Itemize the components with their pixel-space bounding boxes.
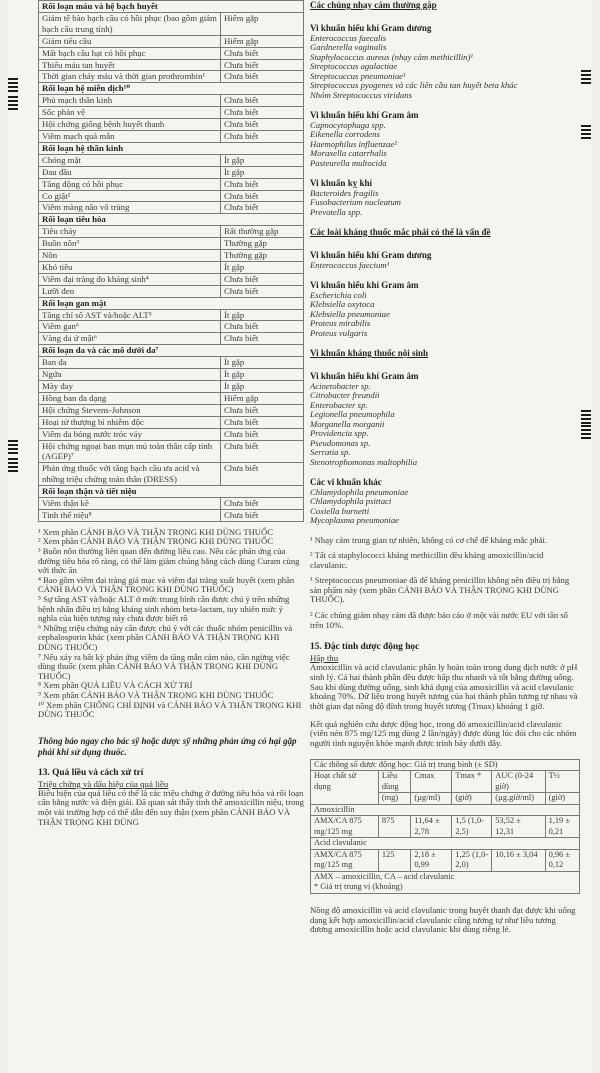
- barcode-bar: [581, 125, 591, 127]
- pk-unit-dose: (mg): [378, 793, 411, 805]
- table-row: [39, 130, 304, 142]
- organism-name: Nhóm Streptococcus viridans: [310, 89, 412, 100]
- reaction-frequency: Chưa biết: [221, 509, 304, 521]
- pk-col-t12: T½: [545, 771, 579, 793]
- table-section-header: [39, 345, 304, 357]
- reaction-frequency: Chưa biết: [221, 404, 304, 416]
- adverse-reactions-table: [38, 0, 304, 522]
- organism-name: Klebsiella pneumoniae: [310, 308, 390, 319]
- sensitive-species-title: Các chủng nhạy cảm thường gặp: [310, 0, 437, 10]
- organism-name: Eikenella corrodens: [310, 129, 380, 139]
- pk-cell: 10,16 ± 3,04: [492, 849, 545, 871]
- reaction-label: Lưỡi đen: [39, 285, 221, 297]
- barcode-bar: [8, 96, 18, 98]
- overdose-text: Biểu hiện của quá liều có thể là các triệu chứng ở đường tiêu hóa và rối loạn cân bằng nước và điện giải. Đã quan sát thấy tinh thể amoxicillin niệu, trong một vài trường hợp có thể dẫn đến suy thận (xem phần CẢNH BÁO VÀ THẬN TRỌNG KHI DÙNG: [38, 787, 304, 827]
- section-label: Rối loạn tiêu hóa: [39, 214, 304, 226]
- organism-name: Enterococcus faecalis: [310, 32, 387, 43]
- table-section-header: [39, 297, 304, 309]
- reaction-label: Hoại tử thượng bì nhiễm độc: [39, 416, 221, 428]
- reaction-frequency: Ít gặp: [221, 381, 304, 393]
- pk-parameters-table: [310, 759, 580, 894]
- group-title: Vi khuẩn hiếu khí Gram âm: [310, 371, 419, 381]
- table-row: [311, 816, 580, 838]
- table-row: [39, 154, 304, 166]
- barcode-bar: [581, 137, 591, 139]
- organism-name: Streptococcus pyogenes và các liên cầu tan huyết beta khác: [310, 80, 518, 90]
- reaction-label: Viêm màng não vô trùng: [39, 202, 221, 214]
- organism-name: Coxiella burnetti: [310, 505, 370, 516]
- organism-group: [310, 280, 578, 338]
- reaction-label: Viêm đại tràng do kháng sinh⁴: [39, 273, 221, 285]
- pk-table-footer: [311, 871, 580, 893]
- barcode-bar: [581, 70, 591, 72]
- reaction-frequency: Thường gặp: [221, 250, 304, 262]
- section-label: Rối loạn hệ miễn dịch¹⁰: [39, 83, 304, 95]
- organism-name: Pseudomonas sp.: [310, 437, 371, 448]
- reaction-label: Viêm mạch quá mẫn: [39, 130, 221, 142]
- package-insert-page: [8, 0, 592, 1073]
- footnote: ¹ Streptococcus pneumoniae đã để kháng penicillin không nên điều trị bằng sản phẩm này (xem phần CẢNH BÁO VÀ THẬN TRỌNG KHI DÙNG THUỐC).: [310, 575, 570, 605]
- pk-cell: 1,19 ± 0,21: [545, 816, 579, 838]
- reaction-frequency: Chưa biết: [221, 416, 304, 428]
- barcode-bar: [581, 410, 591, 412]
- organism-name: Fusobacterium nucleatum: [310, 197, 401, 207]
- organism-name: Stenotrophomonas maltophilia: [310, 456, 418, 467]
- barcode-bar: [581, 425, 591, 427]
- reaction-frequency: Chưa biết: [221, 178, 304, 190]
- organism-name: Legionella pneumophila: [310, 409, 395, 419]
- organism-group: [310, 110, 578, 168]
- pk-heading: 15. Đặc tính dược động học: [310, 642, 420, 653]
- reaction-label: Tăng động có hồi phục: [39, 178, 221, 190]
- table-row: [39, 12, 304, 35]
- reaction-frequency: Ít gặp: [221, 357, 304, 369]
- table-row: [39, 95, 304, 107]
- table-row: [39, 381, 304, 393]
- reaction-label: Nôn: [39, 250, 221, 262]
- reaction-frequency: Rất thường gặp: [221, 226, 304, 238]
- left-edge-barcode: [8, 0, 19, 1073]
- right-edge-barcode: [581, 0, 592, 1073]
- reaction-frequency: Chưa biết: [221, 71, 304, 83]
- pk-cell: 875: [378, 816, 411, 838]
- organism-name: Staphylococcus aureus (nhạy cảm methicillin)¹: [310, 51, 473, 62]
- pk-footer-median: * Giá trị trung vị (khoảng): [314, 882, 403, 892]
- organism-group: [310, 23, 578, 100]
- table-row: [39, 71, 304, 83]
- table-section-header: [39, 214, 304, 226]
- reaction-label: Co giật²: [39, 190, 221, 202]
- barcode-bar: [8, 466, 18, 468]
- pk-cell: AMX/CA 875 mg/125 mg: [311, 849, 379, 871]
- barcode-bar: [581, 78, 591, 80]
- table-row: [39, 333, 304, 345]
- organism-name: Gardnerella vaginalis: [310, 42, 387, 52]
- footnote: ⁵ Sự tăng AST và/hoặc ALT ở mức trung bình cần được chú ý trên những bệnh nhân điều trị bằng kháng sinh nhóm beta-lactam, tuy nhiên mức ý nghĩa của hiện tượng này chưa được biết rõ: [38, 594, 290, 624]
- organism-name: Pasteurella multocida: [310, 157, 387, 168]
- pk-paragraph-2: Kết quả nghiên cứu dược động học, trong đó amoxicillin/acid clavulanic (viên nén 875 mg/125 mg dùng 2 lần/ngày) được dùng lúc đói cho các nhóm người tình nguyện khỏe mạnh được trình bày dưới đây.: [310, 718, 577, 749]
- table-row: [39, 321, 304, 333]
- reaction-frequency: Chưa biết: [221, 273, 304, 285]
- reaction-frequency: Chưa biết: [221, 321, 304, 333]
- pk-subheading: Hấp thu: [310, 653, 339, 664]
- table-row: [39, 226, 304, 238]
- barcode-bar: [581, 422, 591, 424]
- footnote: ² Các chủng giảm nhạy cảm đã được báo cáo ở một vài nước EU với tần số trên 10%.: [310, 610, 568, 630]
- group-title: Vi khuẩn hiếu khí Gram dương: [310, 23, 432, 33]
- barcode-bar: [8, 86, 18, 88]
- table-row: [39, 509, 304, 521]
- barcode-bar: [581, 82, 591, 84]
- table-row: [39, 309, 304, 321]
- barcode-bar: [8, 90, 18, 92]
- group-title: Vi khuẩn hiếu khí Gram âm: [310, 280, 419, 290]
- table-section-header: [39, 83, 304, 95]
- barcode-bar: [581, 414, 591, 416]
- pk-col-auc: AUC (0-24 giờ): [492, 771, 545, 793]
- table-row: [39, 35, 304, 47]
- table-row: [39, 357, 304, 369]
- organism-name: Chlamydophila pneumoniae: [310, 486, 409, 497]
- reaction-label: Hồng ban đa dạng: [39, 392, 221, 404]
- table-row: [39, 59, 304, 71]
- report-alert: Thông báo ngay cho bác sỹ hoặc dược sỹ những phản ứng có hại gặp phải khi sử dụng thuốc.: [38, 735, 297, 757]
- reaction-label: Giảm tiểu cầu: [39, 35, 221, 47]
- pk-col-tmax: Tmax *: [452, 771, 492, 793]
- reaction-frequency: Thường gặp: [221, 238, 304, 250]
- organism-name: Serratia sp.: [310, 447, 351, 457]
- section-label: Rối loạn hệ thần kinh: [39, 142, 304, 154]
- pk-cell: 1,25 (1,0-2,0): [452, 849, 492, 871]
- table-row: [39, 416, 304, 428]
- barcode-bar: [581, 129, 591, 131]
- barcode-bar: [581, 429, 591, 431]
- barcode-bar: [8, 452, 18, 454]
- table-row: [39, 498, 304, 510]
- barcode-bar: [8, 448, 18, 450]
- reaction-frequency: Chưa biết: [221, 130, 304, 142]
- barcode-bar: [8, 108, 18, 110]
- organism-name: Capnocytophaga spp.: [310, 119, 386, 130]
- organism-name: Escherichia coli: [310, 289, 367, 300]
- organism-name: Acinetobacter sp.: [310, 380, 371, 391]
- pk-unit-t12: (giờ): [545, 793, 579, 805]
- section-label: Rối loạn da và các mô dưới da⁷: [39, 345, 304, 357]
- reaction-label: Hội chứng Stevens-Johnson: [39, 404, 221, 416]
- table-section-header: [39, 142, 304, 154]
- organism-name: Providencia spp.: [310, 428, 369, 438]
- pk-cell: 53,52 ± 12,31: [492, 816, 545, 838]
- intrinsic-title: Vi khuẩn kháng thuốc nội sinh: [310, 348, 428, 358]
- adverse-footnotes: [38, 528, 304, 720]
- organism-name: Chlamydophila psittaci: [310, 496, 392, 506]
- pk-cell: 2,18 ± 0,99: [411, 849, 452, 871]
- pk-section-clavulanic: Acid clavulanic: [311, 838, 580, 850]
- reaction-label: Hội chứng giống bệnh huyết thanh: [39, 119, 221, 131]
- reaction-label: Giảm tế bào bạch cầu có hồi phục (bao gồm giảm bạch cầu trung tính): [39, 12, 221, 35]
- overdose-heading: 13. Quá liều và cách xử trí: [38, 767, 144, 778]
- reaction-frequency: Chưa biết: [221, 59, 304, 71]
- table-row: [39, 119, 304, 131]
- footnote: ¹⁰ Xem phần CHỐNG CHỈ ĐỊNH và CẢNH BÁO VÀ THẬN TRỌNG KHI DÙNG THUỐC: [38, 699, 302, 720]
- barcode-bar: [8, 100, 18, 102]
- group-title: Các vi khuẩn khác: [310, 477, 382, 487]
- organism-name: Streptococcus pneumoniae¹: [310, 70, 406, 81]
- reaction-frequency: Chưa biết: [221, 498, 304, 510]
- footnote: ⁸ Xem phần QUÁ LIỀU VÀ CÁCH XỬ TRÍ: [38, 680, 193, 691]
- organism-name: Citrobacter freundii: [310, 390, 380, 400]
- reaction-frequency: Chưa biết: [221, 463, 304, 486]
- section-label: Rối loạn máu và hệ bạch huyết: [39, 1, 304, 13]
- organism-group: [310, 371, 578, 467]
- reaction-frequency: Chưa biết: [221, 95, 304, 107]
- table-row: [39, 238, 304, 250]
- reaction-frequency: Chưa biết: [221, 107, 304, 119]
- reaction-label: Tinh thể niệu⁸: [39, 509, 221, 521]
- reaction-frequency: Hiếm gặp: [221, 35, 304, 47]
- pk-paragraph-1: Amoxicillin và acid clavulanic phân ly hoàn toàn trong dung dịch nước ở pH sinh lý. Cả hai thành phần đều được hấp thu nhanh và tốt bằng đường uống. Sau khi dùng đường uống, sinh khả dụng của amoxicillin và acid clavulanic khoảng 70%. Dữ liệu trong huyết tương của hai thành phần tương tự nhau và thời gian đạt nồng độ đỉnh trong huyết tương (Tmax) khoảng 1 giờ.: [310, 662, 578, 712]
- reaction-frequency: Chưa biết: [221, 333, 304, 345]
- organism-name: Klebsiella oxytoca: [310, 299, 375, 309]
- pk-col-drug: Hoạt chất sử dụng: [311, 771, 379, 805]
- table-row: [39, 428, 304, 440]
- reaction-frequency: Hiếm gặp: [221, 392, 304, 404]
- barcode-bar: [8, 104, 18, 106]
- reaction-label: Thiếu máu tan huyết: [39, 59, 221, 71]
- barcode-bar: [8, 82, 18, 84]
- reaction-label: Thời gian chảy máu và thời gian prothrombin¹: [39, 71, 221, 83]
- group-title: Vi khuẩn hiếu khí Gram dương: [310, 250, 432, 260]
- reaction-label: Viêm gan⁶: [39, 321, 221, 333]
- barcode-bar: [581, 437, 591, 439]
- organism-name: Moraxella catarrhalis: [310, 148, 387, 158]
- barcode-bar: [8, 470, 18, 472]
- reaction-frequency: Ít gặp: [221, 154, 304, 166]
- pk-table-title: Các thông số dược động học: Giá trị trung bình (± SD): [311, 759, 580, 771]
- table-section-header: [39, 486, 304, 498]
- footnote: ¹ Nhạy cảm trung gian tự nhiên, không có cơ chế để kháng mắc phải.: [310, 534, 548, 545]
- reaction-label: Viêm da bóng nước tróc vảy: [39, 428, 221, 440]
- reaction-frequency: Ít gặp: [221, 166, 304, 178]
- organism-group: [310, 250, 578, 270]
- reaction-label: Sốc phản vệ: [39, 107, 221, 119]
- barcode-bar: [8, 462, 18, 464]
- table-row: [39, 47, 304, 59]
- footnote: ³ Buồn nôn thường liên quan đến đường liều cao. Nếu các phản ứng của đường tiêu hóa rõ ràng, có thể làm giảm chúng bằng cách dùng Curam cùng với thức ăn: [38, 546, 300, 576]
- organism-group: [310, 178, 578, 217]
- pk-unit-cmax: (µg/ml): [411, 793, 452, 805]
- pk-unit-auc: (µg.giờ/ml): [492, 793, 545, 805]
- reaction-label: Ban da: [39, 357, 221, 369]
- reaction-label: Tiêu chảy: [39, 226, 221, 238]
- reaction-label: Hội chứng ngoại ban mụn mủ toàn thân cấp tính (AGEP)⁷: [39, 440, 221, 463]
- left-column: [38, 0, 304, 828]
- organism-name: Enterococcus faecium¹: [310, 259, 390, 270]
- reaction-label: Đau đầu: [39, 166, 221, 178]
- organism-name: Proteus vulgaris: [310, 327, 368, 338]
- pk-cell: 1,5 (1,0-2,5): [452, 816, 492, 838]
- reaction-label: Ngứa: [39, 369, 221, 381]
- table-row: [39, 404, 304, 416]
- reaction-frequency: Ít gặp: [221, 369, 304, 381]
- pk-footer-abbrev: AMX – amoxicillin, CA – acid clavulanic: [314, 871, 455, 881]
- reaction-label: Vàng da ứ mật⁶: [39, 333, 221, 345]
- intrinsic-groups: [310, 371, 578, 526]
- organism-name: Enterobacter sp.: [310, 399, 368, 410]
- table-row: [39, 285, 304, 297]
- pk-cell: 0,96 ± 0,12: [545, 849, 579, 871]
- overdose-subheading: Triệu chứng và dấu hiệu của quá liều: [38, 778, 169, 789]
- reaction-label: Phù mạch thần kinh: [39, 95, 221, 107]
- reaction-label: Phản ứng thuốc với tăng bạch cầu ưa acid và những triệu chứng toàn thân (DRESS): [39, 463, 221, 486]
- footnote: ⁴ Bao gồm viêm đại tràng giả mạc và viêm đại tràng xuất huyết (xem phần CẢNH BÁO VÀ THẬN TRỌNG KHI DÙNG THUỐC): [38, 574, 295, 595]
- sensitive-groups: [310, 23, 578, 217]
- organism-name: Mycoplasma pneumoniae: [310, 515, 400, 525]
- table-row: [39, 273, 304, 285]
- organism-name: Streptococcus agalactiae: [310, 61, 398, 71]
- table-row: [39, 440, 304, 463]
- reaction-frequency: Chưa biết: [221, 440, 304, 463]
- table-row: [39, 463, 304, 486]
- reaction-label: Mày đay: [39, 381, 221, 393]
- table-section-header: [39, 1, 304, 13]
- reaction-label: Buồn nôn³: [39, 238, 221, 250]
- pk-col-cmax: Cmax: [411, 771, 452, 793]
- group-title: Vi khuẩn hiếu khí Gram âm: [310, 110, 419, 120]
- footnote: ⁷ Nếu xảy ra bất kỳ phản ứng viêm da tăng mẫn cảm nào, cần ngừng việc dùng thuốc (xem phần CẢNH BÁO VÀ THẬN TRỌNG KHI DÙNG THUỐC): [38, 651, 290, 681]
- barcode-bar: [581, 133, 591, 135]
- reaction-frequency: Chưa biết: [221, 285, 304, 297]
- barcode-bar: [8, 78, 18, 80]
- reaction-frequency: Ít gặp: [221, 261, 304, 273]
- footnote: ⁹ Xem phần CẢNH BÁO VÀ THẬN TRỌNG KHI DÙNG THUỐC: [38, 689, 274, 700]
- reaction-frequency: Ít gặp: [221, 309, 304, 321]
- reaction-frequency: Chưa biết: [221, 47, 304, 59]
- barcode-bar: [8, 458, 18, 460]
- table-row: [311, 849, 580, 871]
- barcode-bar: [581, 418, 591, 420]
- resistance-groups: [310, 250, 578, 338]
- table-row: [39, 178, 304, 190]
- organism-group: [310, 477, 578, 526]
- table-row: [39, 202, 304, 214]
- footnote: ² Xem phần CẢNH BÁO VÀ THẬN TRỌNG KHI DÙNG THUỐC: [38, 536, 273, 547]
- organism-name: Morganella morganii: [310, 418, 385, 429]
- section-label: Rối loạn gan mật: [39, 297, 304, 309]
- organism-name: Bacteroides fragilis: [310, 187, 379, 198]
- footnote: ¹ Xem phần CẢNH BÁO VÀ THẬN TRỌNG KHI DÙNG THUỐC: [38, 526, 273, 537]
- barcode-bar: [581, 433, 591, 435]
- pk-col-dose: Liều dùng: [378, 771, 411, 793]
- barcode-bar: [581, 74, 591, 76]
- organism-name: Proteus mirabilis: [310, 318, 371, 328]
- barcode-bar: [8, 444, 18, 446]
- reaction-label: Viêm thận kẽ: [39, 498, 221, 510]
- table-row: [39, 107, 304, 119]
- reaction-label: Khó tiêu: [39, 261, 221, 273]
- pk-cell: 125: [378, 849, 411, 871]
- barcode-bar: [8, 440, 18, 442]
- reaction-frequency: Chưa biết: [221, 119, 304, 131]
- pk-paragraph-3: Nồng độ amoxicillin và acid clavulanic trong huyết thanh đạt được khi uống dạng kết hợp amoxicillin/acid clavulanic cũng tương tự như liều tương đương amoxicillin hoặc acid clavulanic khi dùng riêng lẻ.: [310, 904, 576, 935]
- table-row: [39, 261, 304, 273]
- table-row: [39, 369, 304, 381]
- section-label: Rối loạn thận và tiết niệu: [39, 486, 304, 498]
- reaction-frequency: Chưa biết: [221, 190, 304, 202]
- reaction-frequency: Chưa biết: [221, 428, 304, 440]
- organism-name: Haemophilus influenzae²: [310, 138, 397, 149]
- group-title: Vi khuẩn kỵ khí: [310, 178, 372, 188]
- reaction-frequency: Hiếm gặp: [221, 12, 304, 35]
- resistance-title: Các loài kháng thuốc mắc phải có thể là vấn đề: [310, 227, 491, 237]
- footnote: ² Tất cả staphylococci kháng methicillin đều kháng amoxicillin/acid clavulanic.: [310, 550, 544, 570]
- pk-section-amoxicillin: Amoxicillin: [311, 804, 580, 816]
- reaction-label: Tăng chỉ số AST và/hoặc ALT⁵: [39, 309, 221, 321]
- pk-cell: AMX/CA 875 mg/125 mg: [311, 816, 379, 838]
- pk-unit-tmax: (giờ): [452, 793, 492, 805]
- species-footnotes: [310, 536, 578, 631]
- table-row: [39, 392, 304, 404]
- table-row: [39, 190, 304, 202]
- pk-cell: 11,64 ± 2,78: [411, 816, 452, 838]
- right-column: [310, 0, 578, 935]
- organism-name: Prevotella spp.: [310, 206, 363, 217]
- reaction-label: Mất bạch cầu hạt có hồi phục: [39, 47, 221, 59]
- footnote: ⁶ Những triệu chứng này cần được chú ý với các thuốc nhóm penicillin và cephalosporin khác (xem phần CẢNH BÁO VÀ THẬN TRỌNG KHI DÙNG THUỐC): [38, 622, 293, 652]
- reaction-label: Chóng mặt: [39, 154, 221, 166]
- table-row: [39, 166, 304, 178]
- reaction-frequency: Chưa biết: [221, 202, 304, 214]
- table-row: [39, 250, 304, 262]
